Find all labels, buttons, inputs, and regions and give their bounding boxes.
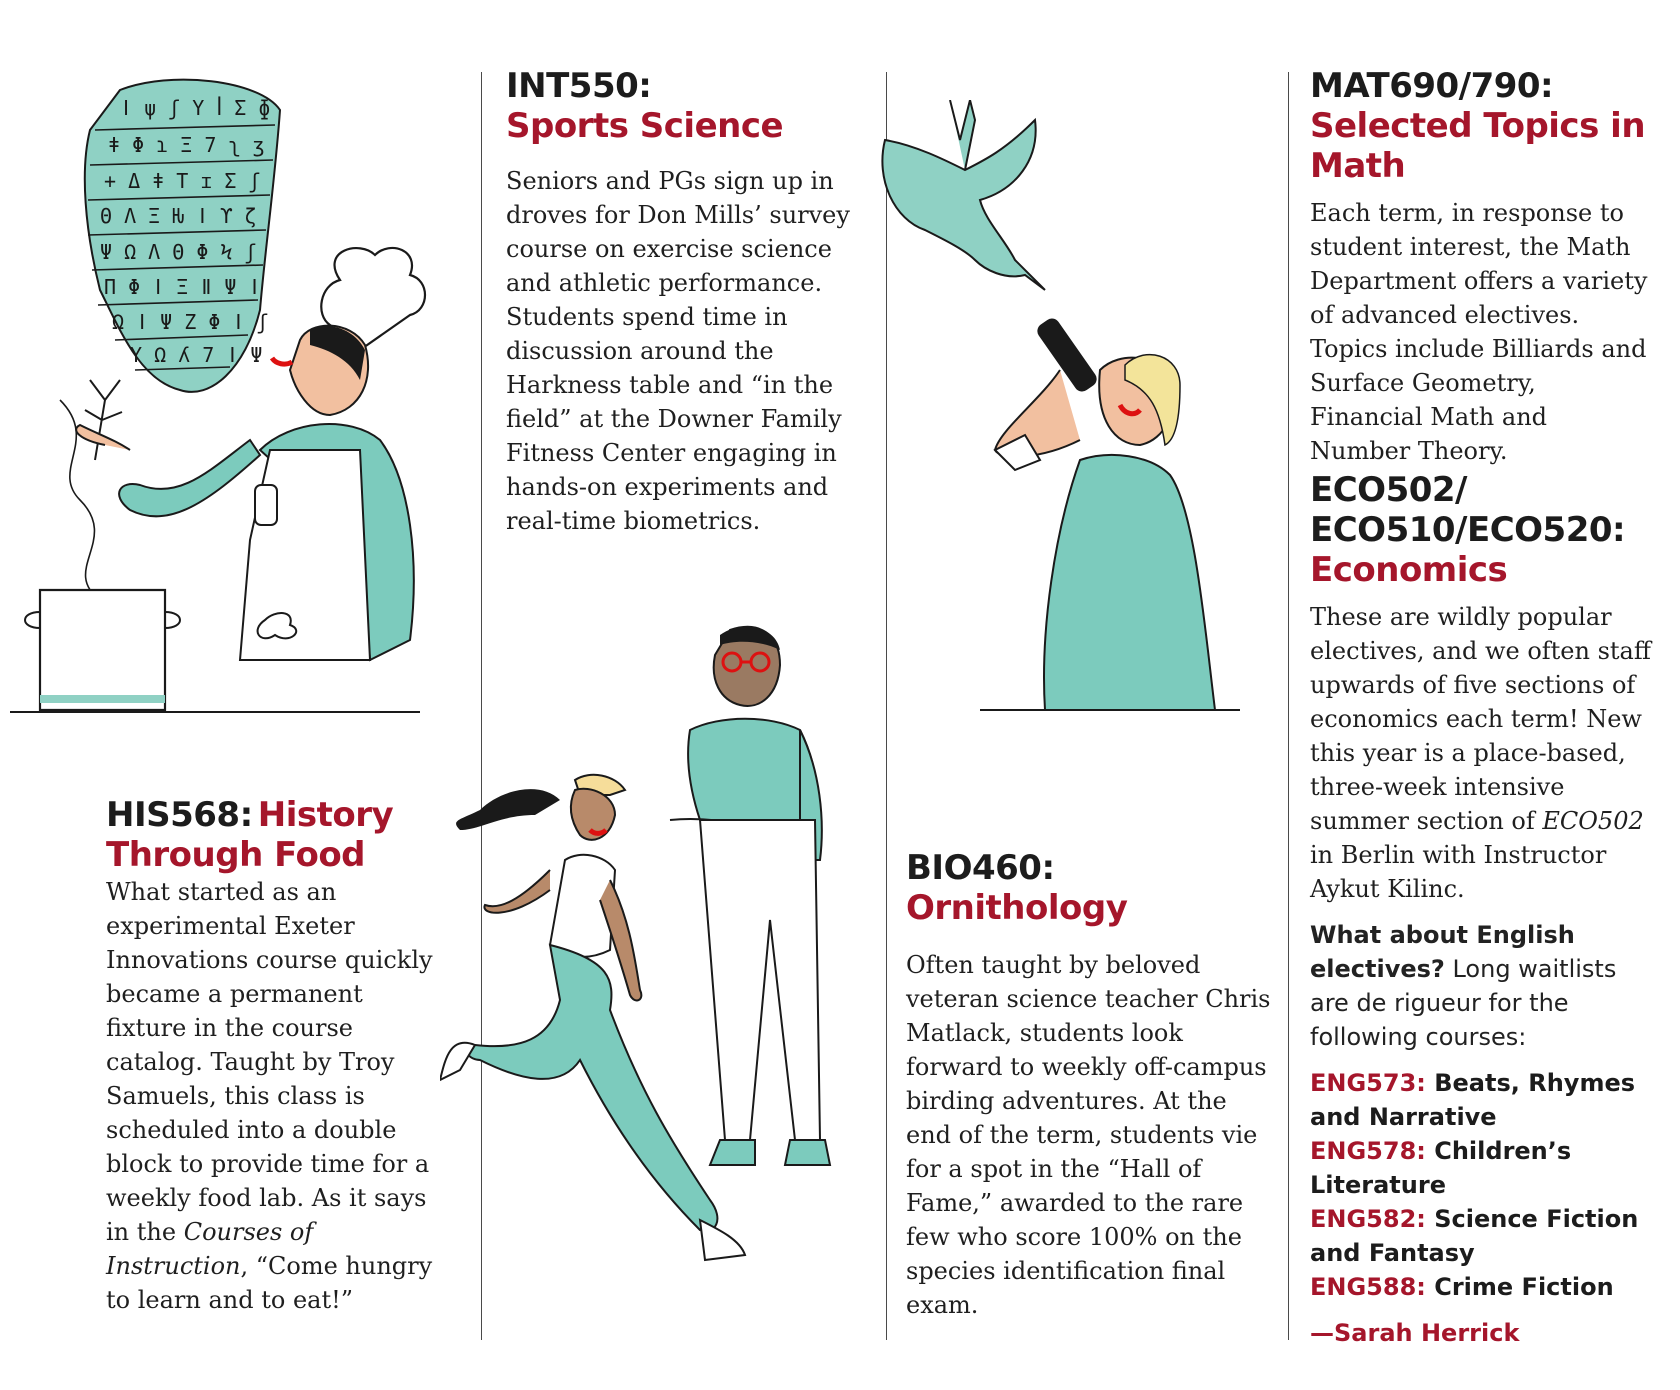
person-with-binoculars-illustration	[980, 310, 1240, 770]
english-lead: What about English electives? Long waitlists are de rigueur for the following courses:	[1310, 921, 1617, 1051]
course-title: Sports Science	[506, 106, 784, 146]
course-code: ECO502/ ECO510/ECO520:	[1310, 470, 1626, 550]
column-divider-3	[1288, 72, 1289, 1340]
course-heading	[106, 795, 436, 875]
bird-illustration	[865, 100, 1065, 320]
course-description: These are wildly popular electives, and we often staff upwards of five sections of economics each term! New this year is a place-based, three-week intensive summer section of ECO502 in Berlin with Instructor Aykut Kilinc.	[1310, 603, 1651, 903]
course-title: Selected Topics in Math	[1310, 106, 1646, 186]
course-description: Each term, in response to student interest, the Math Department offers a variety of advanced electives. Topics include Billiards and Surface Geometry, Financial Math and Number Theory.	[1310, 199, 1648, 465]
byline: —Sarah Herrick	[1310, 1319, 1520, 1347]
course-description: What started as an experimental Exeter Innovations course quickly became a permanent fixture in the course catalog. Taught by Troy Samuels, this class is scheduled into a double block to provide time for a weekly food lab. As it says in the Courses of Instruction, “Come hungry to learn and to eat!”	[106, 878, 433, 1314]
course-title: Economics	[1310, 550, 1508, 590]
english-electives	[1310, 918, 1660, 1350]
english-course-item: ENG588: Crime Fiction	[1310, 1273, 1614, 1301]
course-bio460	[906, 848, 1276, 1322]
svg-text:Y Ω ʎ 7 ǀ Ψ: Y Ω ʎ 7 ǀ Ψ	[130, 343, 263, 367]
course-his568	[106, 795, 436, 1317]
course-code: MAT690/790:	[1310, 66, 1554, 106]
english-course-item: ENG582: Science Fiction and Fantasy	[1310, 1205, 1639, 1267]
course-title: History Through Food	[106, 795, 394, 875]
svg-text:Π Φ ǀ Ξ ǁ Ψ ǀ: Π Φ ǀ Ξ ǁ Ψ ǀ	[104, 275, 261, 299]
course-code: HIS568:	[106, 795, 253, 835]
english-course-item: ENG573: Beats, Rhymes and Narrative	[1310, 1069, 1636, 1131]
course-int550	[506, 66, 866, 538]
course-description: Often taught by beloved veteran science teacher Chris Matlack, students look forward to weekly off-campus birding adventures. At the end of the term, students vie for a spot in the “Hall of Fame,” awarded to the rare few who score 100% on the species identification final exam.	[906, 951, 1271, 1319]
course-eco502-510-520	[1310, 470, 1660, 906]
english-course-item: ENG578: Children’s Literature	[1310, 1137, 1572, 1199]
course-mat690-790	[1310, 66, 1650, 468]
svg-text:Θ Λ Ξ Ƕ ǀ ϒ ζ: Θ Λ Ξ Ƕ ǀ ϒ ζ	[100, 204, 257, 228]
course-description: Seniors and PGs sign up in droves for Don Mills’ survey course on exercise science and athletic performance. Students spend time in discussion around the Harkness table and “in the field” at the Downer Family Fitness Center engaging in hands-on experiments and real-time biometrics.	[506, 167, 850, 535]
chef-cooking-illustration	[10, 240, 460, 720]
svg-text:+ Δ ǂ T ɪ Σ ʃ: + Δ ǂ T ɪ Σ ʃ	[104, 169, 261, 193]
svg-text:Ψ Ω Λ Θ Φ Ϟ ʃ: Ψ Ω Λ Θ Φ Ϟ ʃ	[100, 240, 257, 264]
svg-text:ǀ ψ ʃ Y ꟾ Σ ɸ: ǀ ψ ʃ Y ꟾ Σ ɸ	[120, 96, 271, 120]
svg-text:Ω ǀ Ψ Z Φ ǀ ʃ: Ω ǀ Ψ Z Φ ǀ ʃ	[112, 310, 269, 334]
svg-text:ǂ Φ ɿ Ξ 7 ʅ ʒ: ǂ Φ ɿ Ξ 7 ʅ ʒ	[108, 133, 265, 157]
course-code: BIO460:	[906, 848, 1055, 888]
coach-with-clipboard-illustration	[620, 620, 880, 1220]
course-code: INT550:	[506, 66, 652, 106]
course-title: Ornithology	[906, 888, 1128, 928]
